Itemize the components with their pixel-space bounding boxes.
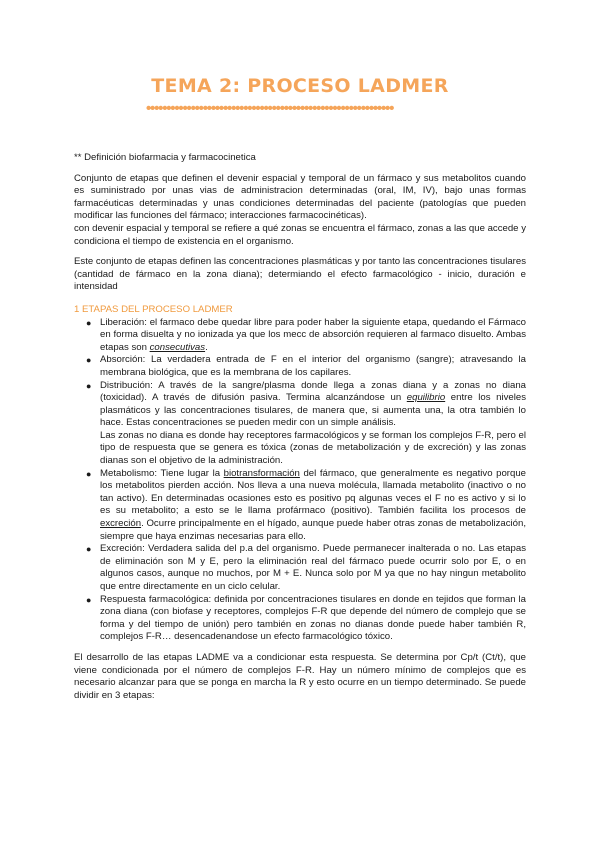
- biotransformacion-emphasis: biotransformación: [223, 467, 300, 479]
- bullet-icon: ●: [86, 544, 92, 555]
- respuesta-text: Respuesta farmacológica: definida por concentraciones tisulares en donde en tejidos que forman la zona diana (con biofase y receptores, complejos F-R que depende del número de complejo que se forma y del tiempo de unión) pero también en zonas no dianas donde puede haber también R, complejos F-R… desencadenandose un efecto farmacológico tóxico.: [100, 593, 526, 643]
- metabolismo-text-c: . Ocurre principalmente en el hígado, aunque puede haber otras zonas de metabolización, siempre que haya enzimas necesarias para ello.: [100, 518, 526, 542]
- title-dotted-rule: •••••••••••••••••••••••••••••••••••••••••••••••••••••••••••••: [146, 104, 394, 114]
- liberacion-text: Liberación: el farmaco debe quedar libre para poder haber la siguiente etapa, quedando el Fármaco en forma disuelta y no ionizada ya que los mecc de absorción requieren al farmaco disuelto. Ambas etapas son: [100, 316, 526, 353]
- intro-paragraph-3: Este conjunto de etapas definen las concentraciones plasmáticas y por tanto las concentraciones tisulares (cantidad de fármaco en la zona diana); determiando el efecto farmacológico - inicio, duración e intensidad: [74, 256, 526, 293]
- bullet-icon: ●: [86, 317, 92, 328]
- list-item-distribucion: [74, 380, 526, 468]
- equilibrio-emphasis: equilibrio: [406, 392, 446, 404]
- definition-heading: ** Definición biofarmacia y farmacocinetica: [74, 152, 256, 163]
- distribucion-text-a: Distribución: A través de la sangre/plasma donde llega a zonas diana y a zonas no diana (toxicidad). A través de difusión pasiva. Termina alcanzándose un: [100, 379, 526, 404]
- document-title: TEMA 2: PROCESO LADMER: [151, 75, 449, 97]
- intro-paragraph-1: Conjunto de etapas que definen el devenir espacial y temporal de un fármaco y sus metabolitos cuando es suministrado por unas vias de administracion determinadas (oral, IM, IV), bajo unas formas farmacéuticas determinadas y unas condiciones determinadas del paciente (patologías que pueden modificar las funciones del fármaco; interacciones farmacocinéticas).: [74, 172, 526, 222]
- distribucion-text-c: Las zonas no diana es donde hay receptores farmacológicos y se forman los complejos F-R, pero el tipo de respuesta que se genera es tóxica (zonas de metabolización y de excreción) y las zonas dianas son el objetivo de la administración.: [100, 429, 526, 467]
- bullet-icon: ●: [86, 355, 92, 366]
- list-item-liberacion: [74, 317, 526, 355]
- list-item-respuesta: [74, 594, 526, 644]
- absorcion-text: Absorción: La verdadera entrada de F en el interior del organismo (sangre); atravesando la membrana biológica, que es la membrana de los capilares.: [100, 354, 526, 378]
- distribucion-text-b: entre los niveles plasmáticos y las concentraciones tisulares, de manera que, si aumenta una, la otra también lo hace. Estas concentraciones se pueden medir con un simple análisis.: [100, 392, 526, 429]
- section-title-etapas: 1 ETAPAS DEL PROCESO LADMER: [74, 303, 233, 315]
- list-item-absorcion: [74, 354, 526, 379]
- document-body: [74, 152, 526, 702]
- metabolismo-text-b: del fármaco, que generalmente es negativo porque los metabolitos pierden acción. Nos lleva a una nueva molécula, llamada metabolito (inactivo o no tan activo). En determinadas ocasiones esto es positivo pq algunas veces el F no es activo y si lo es su metabolito; a esto se le llama profármaco (positivo). También facilita los procesos de: [100, 467, 526, 517]
- bullet-icon: ●: [86, 594, 92, 605]
- excrecion-text: Excreción: Verdadera salida del p.a del organismo. Puede permanecer inalterada o no. Las etapas de eliminación son M y E, pero la eliminación real del fármaco puede ocurrir solo por E, o en algunos casos, aunque no muchos, por M + E. Nunca solo por M ya que no hay ningun metabolito que entre directamente en un ciclo celular.: [100, 543, 526, 592]
- list-item-metabolismo: [74, 468, 526, 544]
- etapas-list: [74, 317, 526, 644]
- intro-paragraph-2: con devenir espacial y temporal se refiere a qué zonas se encuentra el fármaco, zonas a las que accede y condiciona el tiempo de existencia en el organismo.: [74, 222, 526, 247]
- liberacion-end: .: [205, 341, 208, 353]
- excrecion-emphasis: excreción: [100, 518, 142, 530]
- outro-paragraph: El desarrollo de las etapas LADME va a condicionar esta respuesta. Se determina por Cp/t (Ct/t), que viene condicionada por el número de complejos F-R. Hay un número mínimo de complejos que es necesario alcanzar para que se ponga en marcha la R y esto ocurre en un tiempo determinado. Se puede dividir en 3 etapas:: [74, 651, 526, 701]
- metabolismo-text-a: Metabolismo: Tiene lugar la: [100, 467, 224, 479]
- bullet-icon: ●: [86, 380, 92, 391]
- bullet-icon: ●: [86, 468, 92, 479]
- list-item-excrecion: [74, 543, 526, 593]
- consecutivas-emphasis: consecutivas: [149, 341, 206, 353]
